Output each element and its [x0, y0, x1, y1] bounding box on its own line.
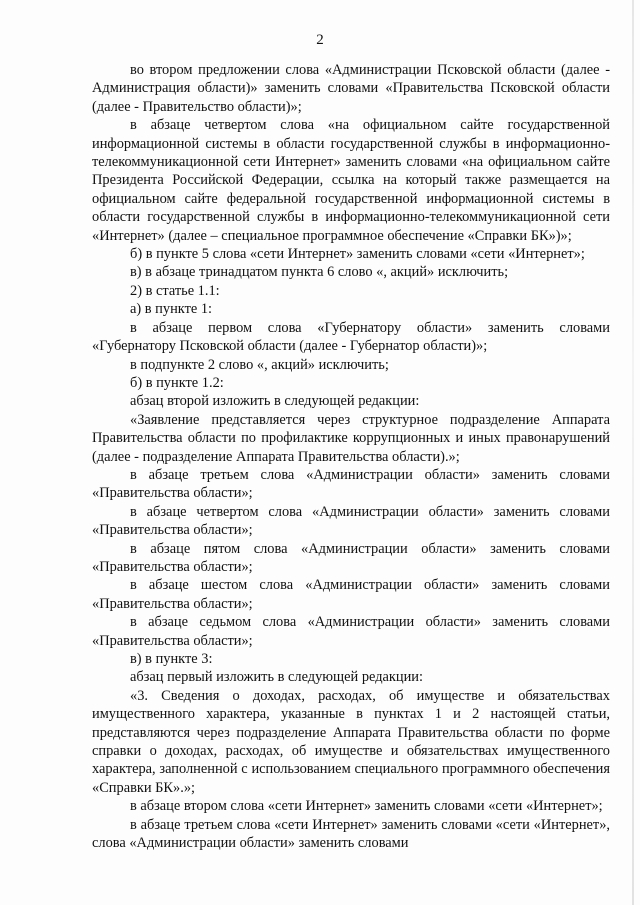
paragraph: в абзаце седьмом слова «Администрации области» заменить словами «Правительства области»; — [92, 614, 610, 649]
paragraph: а) в пункте 1: — [130, 301, 213, 318]
paragraph: 2) в статье 1.1: — [130, 282, 220, 299]
paragraph: «3. Сведения о доходах, расходах, об имуществе и обязательствах имущественного характера, указанные в пунктах 1 и 2 настоящей статьи, представляются через подразделение Аппарата Правительства области по форме справки о доходах, расходах, об имуществе и обязательствах имущественного характера, заполненной с использованием специального программного обеспечения «Справки БК».»; — [92, 687, 610, 796]
paragraph: б) в пункте 5 слова «сети Интернет» заменить словами «сети «Интернет»; — [130, 246, 585, 263]
paragraph: в абзаце третьем слова «Администрации области» заменить словами «Правительства области»; — [92, 466, 610, 502]
paragraph: в) в пункте 3: — [130, 651, 213, 667]
paragraph: в абзаце четвертом слова «на официальном сайте государственной информационной системы в области государственной службы в информационно-телекоммуникационной сети Интернет» заменить словами «на официальном сайте Президента Российской Федерации, ссылка на который также размещается на официальном сайте федеральной государственной информационной системы в области государственной службы в информационно-телекоммуникационной сети «Интернет» (далее – специальное программное обеспечение «Справки БК»)»; — [92, 117, 610, 244]
paragraph: «Заявление представляется через структурное подразделение Аппарата Правительства области по профилактике коррупционных и иных правонарушений (далее - подразделение Аппарата Правительства области).»; — [92, 411, 610, 465]
paragraph: в) в абзаце тринадцатом пункта 6 слово «, акций» исключить; — [130, 264, 509, 281]
paragraph: б) в пункте 1.2: — [130, 374, 224, 391]
paragraph: во втором предложении слова «Администрации Псковской области (далее - Администрация области)» заменить словами «Правительства Псковской области (далее - Правительство области)»; — [92, 62, 610, 115]
paragraph: в абзаце втором слова «сети Интернет» заменить словами «сети «Интернет»; — [130, 798, 603, 815]
paragraph: в абзаце первом слова «Губернатору области» заменить словами «Губернатору Псковской области (далее - Губернатор области)»; — [92, 319, 610, 355]
paragraph: абзац первый изложить в следующей редакции: — [130, 669, 424, 686]
paragraph: в абзаце пятом слова «Администрации области» заменить словами «Правительства области»; — [92, 540, 610, 575]
paragraph: в абзаце четвертом слова «Администрации области» заменить словами «Правительства области»; — [92, 503, 610, 539]
paragraph: в абзаце третьем слова «сети Интернет» заменить словами «сети «Интернет», слова «Администрации области» заменить словами — [92, 816, 610, 852]
document-body — [92, 61, 610, 852]
scan-edge — [632, 0, 634, 905]
paragraph: абзац второй изложить в следующей редакции: — [130, 393, 420, 410]
paragraph: в абзаце шестом слова «Администрации области» заменить словами «Правительства области»; — [92, 577, 610, 612]
paragraph: в подпункте 2 слово «, акций» исключить; — [130, 356, 389, 373]
page-number: 2 — [316, 32, 324, 48]
